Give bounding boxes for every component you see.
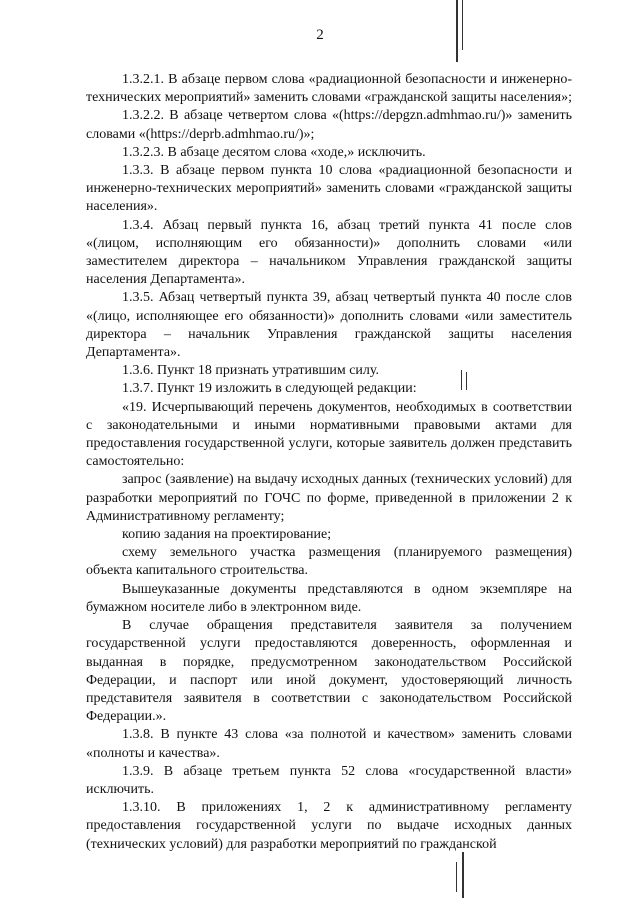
paragraph-request: запрос (заявление) на выдачу исходных данных (технических условий) для разработки мероприятий по ГОЧС по форме, приведенной в приложении 2 к Административному регламенту; (86, 472, 572, 524)
paragraph-1-3-7: 1.3.7. Пункт 19 изложить в следующей редакции: (122, 381, 417, 397)
paragraph-item-19: «19. Исчерпывающий перечень документов, необходимых в соответствии с законодательными и иными нормативными правовыми актами для предоставления государственной услуги, которые заявитель должен представить самостоятельно: (86, 399, 572, 470)
scan-artifact-line (456, 0, 458, 62)
scan-artifact-line (462, 852, 464, 898)
paragraph-1-3-2-1: 1.3.2.1. В абзаце первом слова «радиационной безопасности и инженерно-технических мероприятий» заменить словами «гражданской защиты населения»; (86, 72, 572, 106)
paragraph-1-3-10: 1.3.10. В приложениях 1, 2 к административному регламенту предоставления государственной услуги по выдаче исходных данных (технических условий) для разработки мероприятий по гражданской (86, 800, 572, 852)
paragraph-documents-copies: Вышеуказанные документы представляются в одном экземпляре на бумажном носителе либо в электронном виде. (86, 581, 572, 615)
scan-artifact-line (462, 0, 463, 50)
page-number: 2 (316, 27, 324, 43)
scan-artifact-line (461, 370, 462, 390)
paragraph-1-3-6: 1.3.6. Пункт 18 признать утратившим силу. (122, 363, 379, 379)
paragraph-1-3-3: 1.3.3. В абзаце первом пункта 10 слова «радиационной безопасности и инженерно-технических мероприятий» заменить словами «гражданской защиты населения». (86, 163, 572, 215)
paragraph-1-3-9: 1.3.9. В абзаце третьем пункта 52 слова «государственной власти» исключить. (86, 763, 572, 797)
paragraph-design-task: копию задания на проектирование; (122, 527, 332, 543)
paragraph-1-3-2-3: 1.3.2.3. В абзаце десятом слова «ходе,» исключить. (122, 144, 426, 160)
paragraph-representative: В случае обращения представителя заявителя за получением государственной услуги предоставляются доверенность, оформленная и выданная в порядке, предусмотренном законодательством Российской Федерации, и паспорт или иной документ, удостоверяющий личность представителя заявителя в соответствии с законодательством Российской Федерации.». (86, 618, 572, 725)
scan-artifact-line (466, 372, 467, 390)
document-body (86, 71, 572, 854)
paragraph-1-3-8: 1.3.8. В пункте 43 слова «за полнотой и качеством» заменить словами «полноты и качества». (86, 727, 572, 761)
paragraph-1-3-4: 1.3.4. Абзац первый пункта 16, абзац третий пункта 41 после слов «(лицом, исполняющим его обязанности)» дополнить словами «или заместителем директора – начальником Управления гражданской защиты населения Департамента». (86, 217, 572, 288)
paragraph-land-scheme: схему земельного участка размещения (планируемого размещения) объекта капитального строительства. (86, 545, 572, 579)
paragraph-1-3-5: 1.3.5. Абзац четвертый пункта 39, абзац четвертый пункта 40 после слов «(лицо, исполняющее его обязанности)» дополнить словами «или заместитель директора – начальник Управления гражданской защиты населения Департамента». (86, 290, 572, 361)
scan-artifact-line (456, 862, 457, 892)
paragraph-1-3-2-2: 1.3.2.2. В абзаце четвертом слова «(https://depgzn.admhmao.ru/)» заменить словами «(https://deprb.admhmao.ru/)»; (86, 108, 572, 142)
